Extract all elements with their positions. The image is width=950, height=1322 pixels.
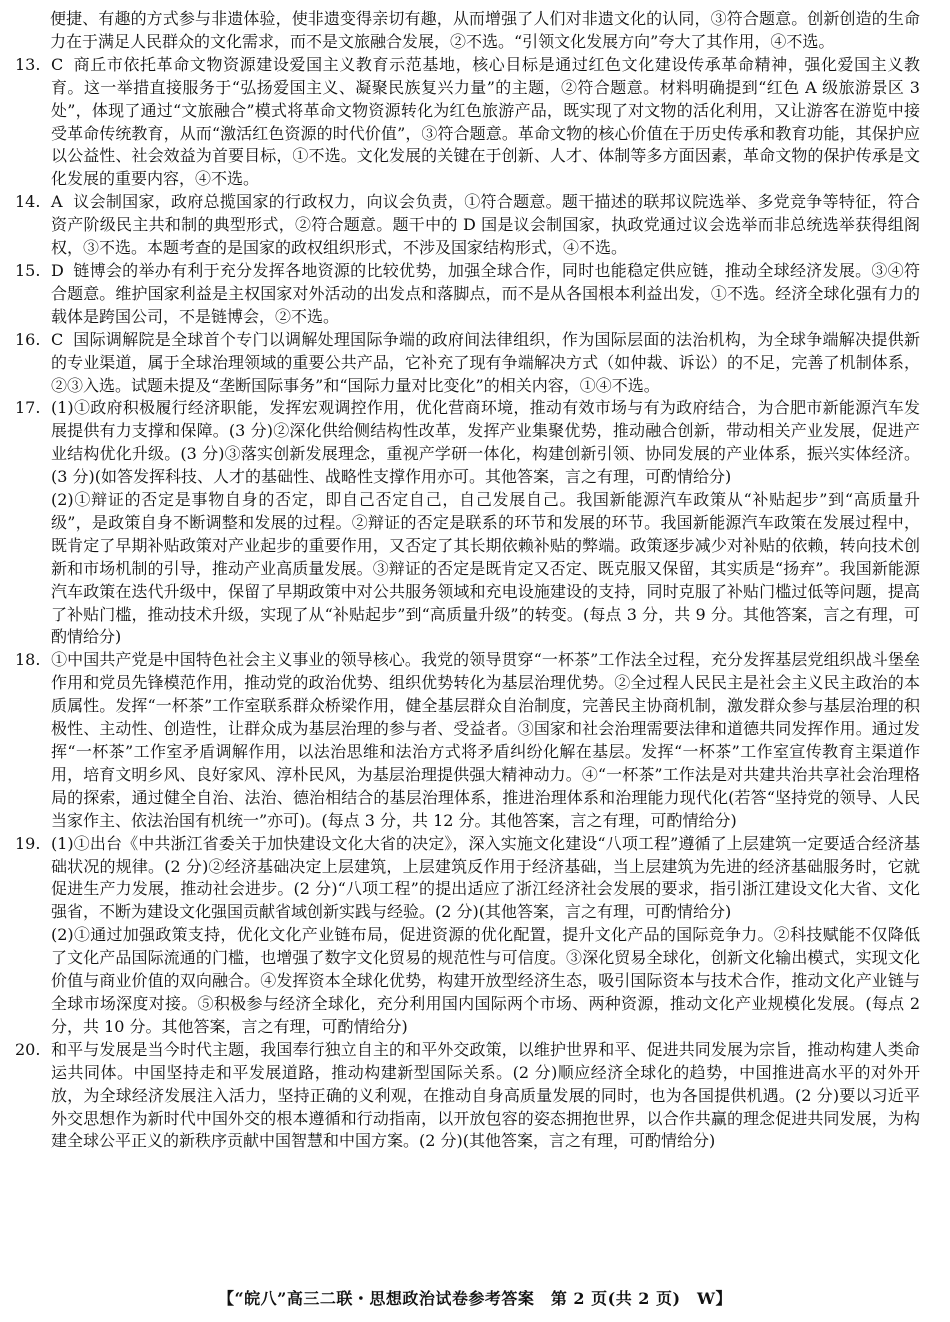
answer-item-18: [0, 649, 950, 832]
answer-item-14: [0, 191, 950, 260]
intro-paragraph: 便捷、有趣的方式参与非遗体验，使非遗变得亲切有趣，从而增强了人们对非遗文化的认同，③符合题意。创新创造的生命力在于满足人民群众的文化需求，而不是文旅融合发展，②不选。“引领文化发展方向”夸大了其作用，④不选。: [50, 9, 920, 51]
item-answer: D: [51, 260, 64, 280]
answer-item-17-part1: [0, 397, 950, 489]
item-text: (2)①通过加强政策支持，优化文化产业链布局，促进资源的优化配置，提升文化产品的国际竞争力。②科技赋能不仅降低了文化产品国际流通的门槛，也增强了数字文化贸易的规范性与可信度。③深化贸易全球化，创新文化输出模式，实现文化价值与商业价值的双向融合。④发挥资本全球化优势，构建开放型经济生态，吸引国际资本与技术合作，推动文化产业链与全球市场深度对接。⑤积极参与经济全球化，充分利用国内国际两个市场、两种资源，推动文化产业规模化发展。(每点 2 分，共 10 分。其他答案，言之有理，可酌情给分): [51, 925, 920, 1036]
item-number: 15.: [15, 260, 41, 280]
item-number: 17.: [15, 398, 41, 418]
item-text: 和平与发展是当今时代主题，我国奉行独立自主的和平外交政策，以维护世界和平、促进共同发展为宗旨，推动构建人类命运共同体。中国坚持走和平发展道路，推动构建新型国际关系。(2 分)顺应经济全球化的趋势，中国推进高水平的对外开放，为全球经济发展注入活力，坚持正确的义利观，在推动自身高质量发展的同时，也为各国提供机遇。(2 分)要以习近平外交思想作为新时代中国外交的根本遵循和行动指南，以开放包容的姿态拥抱世界，以合作共赢的理念促进共同发展，为构建全球公平正义的新秩序贡献中国智慧和中国方案。(2 分)(其他答案，言之有理，可酌情给分): [51, 1039, 920, 1151]
answer-document: [0, 8, 950, 1153]
item-text: 国际调解院是全球首个专门以调解处理国际争端的政府间法律组织，作为国际层面的法治机构，为全球争端解决提供新的专业渠道，属于全球治理领域的重要公共产品，它补充了现有争端解决方式（如仲裁、诉讼）的不足，完善了机制体系，②③入选。试题未提及“垄断国际事务”和“国际力量对比变化”的相关内容，①④不选。: [51, 329, 920, 395]
answer-item-20: [0, 1039, 950, 1154]
item-number: 18.: [15, 650, 41, 670]
item-text: 商丘市依托革命文物资源建设爱国主义教育示范基地，核心目标是通过红色文化建设传承革命精神，强化爱国主义教育。这一举措直接服务于“弘扬爱国主义、凝聚民族复兴力量”的主题，②符合题意。材料明确提到“红色 A 级旅游景区 3 处”，体现了通过“文旅融合”模式将革命文物资源转化为红色旅游产品，既实现了对文物的活化利用，又让游客在游览中接受革命传统教育，从而“激活红色资源的时代价值”，③符合题意。革命文物的核心价值在于历史传承和教育功能，其保护应以公益性、社会效益为首要目标，①不选。文化发展的关键在于创新、人才、体制等多方面因素，革命文物的保护传承是文化发展的重要内容，④不选。: [51, 54, 920, 189]
item-text: 议会制国家，政府总揽国家的行政权力，向议会负责，①符合题意。题干描述的联邦议院选举、多党竞争等特征，符合资产阶级民主共和制的典型形式，②符合题意。题干中的 D 国是议会制国家，执政党通过议会选举而非总统选举获得组阁权，③不选。本题考查的是国家的政权组织形式，不涉及国家结构形式，④不选。: [51, 192, 920, 258]
item-number: 13.: [15, 54, 41, 74]
answer-item-19-part2: [0, 924, 950, 1039]
item-text: (2)①辩证的否定是事物自身的否定，即自己否定自己，自己发展自己。我国新能源汽车政策从“补贴起步”到“高质量升级”，是政策自身不断调整和发展的过程。②辩证的否定是联系的环节和发展的环节。我国新能源汽车政策在发展过程中，既肯定了早期补贴政策对产业起步的重要作用，又否定了其长期依赖补贴的弊端。政策逐步减少对补贴的依赖，转向技术创新和市场机制的引导，推动产业高质量发展。③辩证的否定是既肯定又否定、既克服又保留，其实质是“扬弃”。我国新能源汽车政策在迭代升级中，保留了早期政策中对公共服务领域和充电设施建设的支持，同时克服了补贴门槛过低等问题，提高了补贴门槛，推动技术升级，实现了从“补贴起步”到“高质量升级”的转变。(每点 3 分，共 9 分。其他答案，言之有理，可酌情给分): [51, 490, 920, 647]
item-number: 16.: [15, 329, 41, 349]
item-number: 20.: [15, 1039, 41, 1059]
item-text: (1)①政府积极履行经济职能，发挥宏观调控作用，优化营商环境，推动有效市场与有为政府结合，为合肥市新能源汽车发展提供有力支撑和保障。(3 分)②深化供给侧结构性改革，发挥产业集聚优势，推动融合创新，带动相关产业发展，促进产业结构优化升级。(3 分)③落实创新发展理念，重视产学研一体化，构建创新引领、协同发展的产业体系，振兴实体经济。(3 分)(如答发挥科技、人才的基础性、战略性支撑作用亦可。其他答案，言之有理，可酌情给分): [51, 398, 920, 487]
answer-item-13: [0, 54, 950, 191]
item-number: 19.: [15, 833, 41, 853]
item-text: ①中国共产党是中国特色社会主义事业的领导核心。我党的领导贯穿“一杯茶”工作法全过程，充分发挥基层党组织战斗堡垒作用和党员先锋模范作用，推动党的政治优势、组织优势转化为基层治理优势。②全过程人民民主是社会主义民主政治的本质属性。发挥“一杯茶”工作室联系群众桥梁作用，健全基层群众自治制度，完善民主协商机制，激发群众参与基层治理的积极性、主动性、创造性，让群众成为基层治理的参与者、受益者。③国家和社会治理需要法律和道德共同发挥作用。通过发挥“一杯茶”工作室矛盾调解作用，以法治思维和法治方式将矛盾纠纷化解在基层。发挥“一杯茶”工作室宣传教育主渠道作用，培育文明乡风、良好家风、淳朴民风，为基层治理提供强大精神动力。④“一杯茶”工作法是对共建共治共享社会治理格局的探索，通过健全自治、法治、德治相结合的基层治理体系，推进治理体系和治理能力现代化(若答“坚持党的领导、人民当家作主、依法治国有机统一”亦可)。(每点 3 分，共 12 分。其他答案，言之有理，可酌情给分): [51, 650, 920, 830]
item-text: (1)①出台《中共浙江省委关于加快建设文化大省的决定》，深入实施文化建设“八项工程”遵循了上层建筑一定要适合经济基础状况的规律。(2 分)②经济基础决定上层建筑，上层建筑反作用于经济基础，当上层建筑为先进的经济基础服务时，它就促进生产力发展，推动社会进步。(2 分)“八项工程”的提出适应了浙江经济社会发展的要求，指引浙江建设文化大省、文化强省，不断为建设文化强国贡献省域创新实践与经验。(2 分)(其他答案，言之有理，可酌情给分): [51, 833, 920, 922]
item-answer: C: [51, 329, 64, 349]
item-text: 链博会的举办有利于充分发挥各地资源的比较优势，加强全球合作，同时也能稳定供应链，推动全球经济发展。③④符合题意。维护国家利益是主权国家对外活动的出发点和落脚点，而不是从各国根本利益出发，①不选。经济全球化强有力的载体是跨国公司，不是链博会，②不选。: [51, 260, 920, 326]
item-number: 14.: [15, 192, 41, 212]
answer-item-17-part2: [0, 489, 950, 649]
item-answer: A: [51, 192, 63, 212]
answer-item-19-part1: [0, 833, 950, 925]
page-footer: 【“皖八”高三二联・思想政治试卷参考答案 第 2 页(共 2 页) W】: [217, 1289, 733, 1308]
answer-item-15: [0, 260, 950, 329]
item-answer: C: [51, 54, 64, 74]
answer-item-16: [0, 329, 950, 398]
